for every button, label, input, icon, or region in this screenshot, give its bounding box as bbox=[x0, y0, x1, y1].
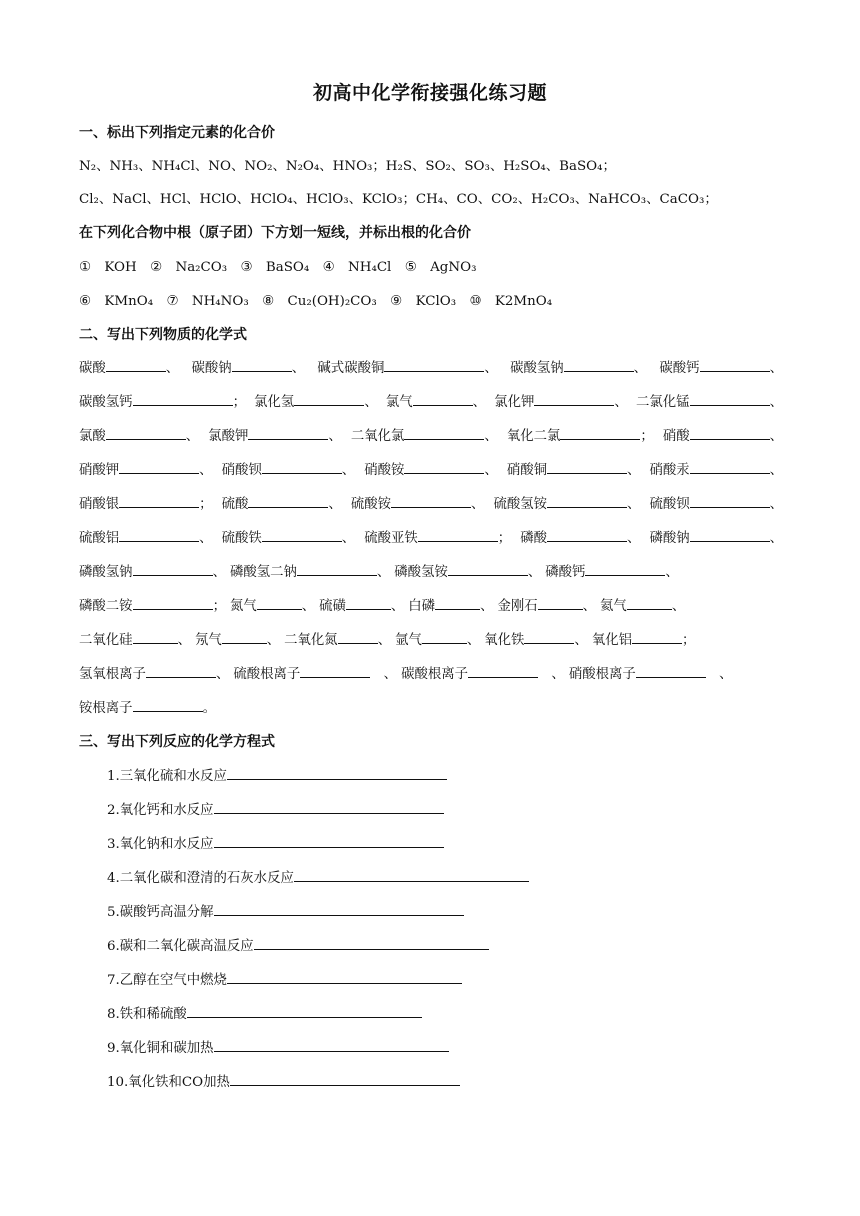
formula-item bbox=[659, 357, 783, 376]
separator: 、 bbox=[627, 497, 641, 512]
answer-blank[interactable] bbox=[547, 494, 627, 508]
separator: 、 bbox=[377, 633, 392, 648]
answer-blank[interactable] bbox=[404, 460, 484, 474]
answer-blank[interactable] bbox=[133, 392, 233, 406]
substance-name: 氯化钾 bbox=[494, 395, 535, 410]
formula-item bbox=[569, 667, 733, 682]
formula-item bbox=[497, 599, 596, 614]
formula-item bbox=[79, 425, 199, 444]
formula-item bbox=[79, 493, 213, 512]
formula-item bbox=[395, 633, 480, 648]
substance-name: 磷酸氢钠 bbox=[79, 565, 133, 580]
formula-item bbox=[230, 565, 390, 580]
separator: 、 bbox=[769, 463, 783, 478]
separator: 、 bbox=[627, 463, 641, 478]
section-2-heading: 二、写出下列物质的化学式 bbox=[79, 327, 247, 343]
answer-blank[interactable] bbox=[119, 460, 199, 474]
answer-blank[interactable] bbox=[248, 494, 328, 508]
formula-item bbox=[510, 357, 647, 376]
formula-item bbox=[484, 633, 588, 648]
substance-name: 硝酸铵 bbox=[364, 463, 405, 478]
formula-row bbox=[79, 391, 783, 410]
answer-blank[interactable] bbox=[547, 528, 627, 542]
formula-item bbox=[319, 599, 404, 614]
equation-item bbox=[107, 867, 529, 886]
radical-heading: 在下列化合物中根（原子团）下方划一短线，并标出根的化合价 bbox=[79, 225, 471, 241]
formula-item bbox=[233, 667, 397, 682]
answer-blank[interactable] bbox=[300, 664, 370, 678]
answer-blank[interactable] bbox=[262, 528, 342, 542]
equation-item bbox=[107, 1071, 460, 1090]
separator: 、 bbox=[582, 599, 597, 614]
equation-blank[interactable] bbox=[214, 834, 444, 848]
formula-item bbox=[284, 633, 391, 648]
separator: 、 bbox=[484, 361, 498, 376]
formula-item bbox=[79, 701, 216, 716]
substance-name: 氧化铁 bbox=[484, 633, 525, 648]
formula-item bbox=[507, 425, 654, 444]
separator: ； bbox=[199, 497, 213, 512]
formula-item bbox=[663, 425, 783, 444]
answer-blank[interactable] bbox=[627, 596, 672, 610]
reaction-label: 4.二氧化碳和澄清的石灰水反应 bbox=[107, 871, 294, 886]
answer-blank[interactable] bbox=[404, 426, 484, 440]
formula-row bbox=[79, 663, 733, 682]
answer-blank[interactable] bbox=[294, 392, 364, 406]
separator: 、 bbox=[266, 633, 281, 648]
answer-blank[interactable] bbox=[262, 460, 342, 474]
substance-name: 氯酸 bbox=[79, 429, 106, 444]
substance-name: 硫酸钡 bbox=[649, 497, 690, 512]
substance-name: 硫磺 bbox=[319, 599, 346, 614]
separator: 、 bbox=[471, 497, 485, 512]
substance-name: 金刚石 bbox=[497, 599, 538, 614]
page-title: 初高中化学衔接强化练习题 bbox=[312, 82, 547, 104]
answer-blank[interactable] bbox=[133, 562, 213, 576]
section-1-heading: 一、标出下列指定元素的化合价 bbox=[79, 125, 275, 141]
substance-name: 白磷 bbox=[408, 599, 436, 614]
answer-blank[interactable] bbox=[422, 630, 467, 644]
formula-item bbox=[408, 599, 493, 614]
reaction-label: 1.三氧化硫和水反应 bbox=[107, 769, 227, 784]
separator: 、 bbox=[341, 463, 356, 478]
formula-item bbox=[254, 391, 378, 410]
separator: 、 bbox=[480, 599, 494, 614]
substance-name: 氯气 bbox=[385, 395, 413, 410]
substance-name: 碳酸钠 bbox=[191, 361, 232, 376]
separator: 、 bbox=[538, 667, 565, 682]
answer-blank[interactable] bbox=[133, 630, 178, 644]
equation-blank[interactable] bbox=[214, 902, 464, 916]
answer-blank[interactable] bbox=[632, 630, 682, 644]
substance-name: 氢氧根离子 bbox=[79, 667, 146, 682]
formula-item bbox=[545, 565, 679, 580]
equation-item bbox=[107, 1037, 449, 1056]
answer-blank[interactable] bbox=[346, 596, 391, 610]
separator: 、 bbox=[376, 565, 391, 580]
separator: ； bbox=[212, 599, 226, 614]
substance-name: 二氧化氯 bbox=[350, 429, 405, 444]
substance-name: 磷酸氢铵 bbox=[394, 565, 448, 580]
separator: 、 bbox=[341, 531, 356, 546]
compound-row-1: ① KOH ② Na₂CO₃ ③ BaSO₄ ④ NH₄Cl ⑤ AgNO₃ bbox=[79, 260, 477, 275]
substance-name: 二氧化氮 bbox=[284, 633, 338, 648]
reaction-label: 3.氧化钠和水反应 bbox=[107, 837, 214, 852]
answer-blank[interactable] bbox=[636, 664, 706, 678]
answer-blank[interactable] bbox=[560, 426, 640, 440]
substance-name: 硝酸 bbox=[662, 429, 690, 444]
equation-blank[interactable] bbox=[294, 868, 529, 882]
reaction-label: 9.氧化铜和碳加热 bbox=[107, 1041, 214, 1056]
equation-item bbox=[107, 799, 444, 818]
separator: 、 bbox=[177, 633, 191, 648]
separator: 、 bbox=[328, 497, 342, 512]
formula-row bbox=[79, 493, 783, 512]
answer-blank[interactable] bbox=[435, 596, 480, 610]
separator: 、 bbox=[328, 429, 342, 444]
answer-blank[interactable] bbox=[585, 562, 665, 576]
compound-row-2: ⑥ KMnO₄ ⑦ NH₄NO₃ ⑧ Cu₂(OH)₂CO₃ ⑨ KClO₃ ⑩ K2MnO₄ bbox=[79, 294, 553, 309]
substance-name: 碱式碳酸铜 bbox=[317, 361, 385, 376]
formula-item bbox=[317, 357, 497, 376]
formula-item bbox=[192, 357, 306, 376]
substance-name: 硝酸汞 bbox=[649, 463, 690, 478]
formula-item bbox=[649, 493, 783, 512]
separator: 、 bbox=[199, 531, 213, 546]
formula-item bbox=[79, 667, 229, 682]
separator: 、 bbox=[633, 361, 648, 376]
formula-row bbox=[79, 561, 679, 580]
formula-item bbox=[79, 599, 226, 614]
answer-blank[interactable] bbox=[338, 630, 378, 644]
formula-row bbox=[79, 629, 695, 648]
separator: 、 bbox=[614, 395, 628, 410]
answer-blank[interactable] bbox=[222, 630, 267, 644]
formula-item bbox=[493, 493, 640, 512]
equation-blank[interactable] bbox=[214, 800, 444, 814]
substance-name: 硝酸钾 bbox=[79, 463, 120, 478]
formula-item bbox=[222, 459, 356, 478]
substance-name: 硫酸铝 bbox=[79, 531, 120, 546]
formula-item bbox=[79, 391, 246, 410]
separator: 、 bbox=[291, 361, 306, 376]
answer-blank[interactable] bbox=[418, 528, 498, 542]
formula-row bbox=[79, 459, 783, 478]
formula-item bbox=[230, 599, 315, 614]
substance-name: 硫酸根离子 bbox=[233, 667, 301, 682]
equation-blank[interactable] bbox=[187, 1004, 422, 1018]
separator: 、 bbox=[370, 667, 398, 682]
separator: 、 bbox=[705, 667, 733, 682]
substance-name: 硝酸根离子 bbox=[568, 667, 636, 682]
answer-blank[interactable] bbox=[690, 460, 770, 474]
formula-item bbox=[351, 425, 498, 444]
substance-name: 碳酸钙 bbox=[659, 361, 700, 376]
separator: ； bbox=[497, 531, 512, 546]
formula-item bbox=[79, 565, 226, 580]
substance-name: 二氯化锰 bbox=[636, 395, 690, 410]
separator: 、 bbox=[165, 361, 180, 376]
substance-name: 磷酸二铵 bbox=[79, 599, 133, 614]
formula-item bbox=[79, 527, 213, 546]
formula-item bbox=[195, 633, 280, 648]
equation-blank[interactable] bbox=[227, 766, 447, 780]
substance-name: 磷酸钙 bbox=[545, 565, 586, 580]
equation-item bbox=[107, 969, 462, 988]
reaction-label: 8.铁和稀硫酸 bbox=[107, 1007, 187, 1022]
formula-row bbox=[79, 527, 783, 546]
valence-line-2: Cl₂、NaCl、HCl、HClO、HClO₄、HClO₃、KClO₃；CH₄、CO、CO₂、H₂CO₃、NaHCO₃、CaCO₃； bbox=[79, 192, 718, 207]
formula-item bbox=[222, 493, 342, 512]
equation-item bbox=[107, 833, 444, 852]
answer-blank[interactable] bbox=[248, 426, 328, 440]
separator: 、 bbox=[574, 633, 588, 648]
separator: 、 bbox=[212, 565, 226, 580]
section-3-heading: 三、写出下列反应的化学方程式 bbox=[79, 734, 275, 750]
equation-blank[interactable] bbox=[227, 970, 462, 984]
separator: 、 bbox=[199, 463, 213, 478]
reaction-label: 5.碳酸钙高温分解 bbox=[107, 905, 214, 920]
substance-name: 氯酸钾 bbox=[208, 429, 249, 444]
reaction-label: 2.氧化钙和水反应 bbox=[107, 803, 214, 818]
substance-name: 硝酸钡 bbox=[221, 463, 262, 478]
substance-name: 碳酸氢钙 bbox=[79, 395, 133, 410]
formula-row bbox=[79, 425, 783, 444]
substance-name: 碳酸 bbox=[79, 361, 106, 376]
formula-item bbox=[507, 459, 641, 478]
substance-name: 碳酸根离子 bbox=[401, 667, 469, 682]
separator: 、 bbox=[466, 633, 481, 648]
substance-name: 氯化氢 bbox=[254, 395, 295, 410]
answer-blank[interactable] bbox=[534, 392, 614, 406]
substance-name: 硫酸 bbox=[221, 497, 249, 512]
answer-blank[interactable] bbox=[384, 358, 484, 372]
formula-row bbox=[79, 595, 685, 614]
formula-item bbox=[494, 391, 628, 410]
formula-item bbox=[364, 459, 498, 478]
answer-blank[interactable] bbox=[133, 698, 203, 712]
formula-item bbox=[351, 493, 485, 512]
separator: 、 bbox=[627, 531, 641, 546]
formula-item bbox=[79, 633, 191, 648]
separator: ； bbox=[681, 633, 696, 648]
answer-blank[interactable] bbox=[133, 596, 213, 610]
substance-name: 硫酸亚铁 bbox=[364, 531, 418, 546]
answer-blank[interactable] bbox=[257, 596, 302, 610]
substance-name: 二氧化硅 bbox=[79, 633, 133, 648]
separator: 、 bbox=[215, 667, 230, 682]
separator: 。 bbox=[202, 701, 216, 716]
answer-blank[interactable] bbox=[297, 562, 377, 576]
answer-blank[interactable] bbox=[106, 426, 186, 440]
answer-blank[interactable] bbox=[700, 358, 770, 372]
separator: 、 bbox=[484, 429, 498, 444]
substance-name: 氦气 bbox=[600, 599, 627, 614]
answer-blank[interactable] bbox=[448, 562, 528, 576]
separator: 、 bbox=[185, 429, 200, 444]
substance-name: 磷酸 bbox=[520, 531, 547, 546]
answer-blank[interactable] bbox=[547, 460, 627, 474]
answer-blank[interactable] bbox=[413, 392, 473, 406]
substance-name: 硝酸铜 bbox=[506, 463, 547, 478]
formula-item bbox=[222, 527, 356, 546]
separator: 、 bbox=[390, 599, 405, 614]
formula-item bbox=[592, 633, 696, 648]
equation-item bbox=[107, 1003, 422, 1022]
equation-item bbox=[107, 901, 464, 920]
answer-blank[interactable] bbox=[119, 494, 199, 508]
answer-blank[interactable] bbox=[690, 426, 770, 440]
separator: 、 bbox=[769, 497, 783, 512]
equation-blank[interactable] bbox=[254, 936, 489, 950]
formula-item bbox=[649, 527, 783, 546]
separator: 、 bbox=[671, 599, 686, 614]
answer-blank[interactable] bbox=[538, 596, 583, 610]
equation-item bbox=[107, 935, 489, 954]
answer-blank[interactable] bbox=[106, 358, 166, 372]
formula-item bbox=[394, 565, 541, 580]
formula-item bbox=[364, 527, 511, 546]
substance-name: 氩气 bbox=[395, 633, 422, 648]
answer-blank[interactable] bbox=[391, 494, 471, 508]
separator: 、 bbox=[769, 395, 783, 410]
formula-row bbox=[79, 357, 783, 376]
equation-blank[interactable] bbox=[230, 1072, 460, 1086]
formula-item bbox=[386, 391, 486, 410]
answer-blank[interactable] bbox=[468, 664, 538, 678]
substance-name: 氧化二氯 bbox=[506, 429, 561, 444]
formula-item bbox=[79, 459, 213, 478]
substance-name: 碳酸氢钠 bbox=[510, 361, 564, 376]
valence-line-1: N₂、NH₃、NH₄Cl、NO、NO₂、N₂O₄、HNO₃；H₂S、SO₂、SO₃、H₂SO₄、BaSO₄； bbox=[79, 159, 616, 174]
separator: 、 bbox=[364, 395, 378, 410]
separator: 、 bbox=[484, 463, 498, 478]
separator: ； bbox=[232, 395, 246, 410]
separator: ； bbox=[640, 429, 654, 444]
substance-name: 氖气 bbox=[194, 633, 222, 648]
separator: 、 bbox=[301, 599, 316, 614]
answer-blank[interactable] bbox=[119, 528, 199, 542]
separator: 、 bbox=[769, 361, 783, 376]
answer-blank[interactable] bbox=[564, 358, 634, 372]
answer-blank[interactable] bbox=[524, 630, 574, 644]
substance-name: 硫酸铁 bbox=[221, 531, 262, 546]
equation-blank[interactable] bbox=[214, 1038, 449, 1052]
formula-item bbox=[401, 667, 565, 682]
reaction-label: 7.乙醇在空气中燃烧 bbox=[107, 973, 227, 988]
formula-item bbox=[79, 357, 179, 376]
substance-name: 硝酸银 bbox=[79, 497, 120, 512]
answer-blank[interactable] bbox=[690, 494, 770, 508]
separator: 、 bbox=[769, 531, 783, 546]
formula-item bbox=[520, 527, 640, 546]
equation-item bbox=[107, 765, 447, 784]
formula-row bbox=[79, 697, 216, 716]
substance-name: 氧化铝 bbox=[591, 633, 632, 648]
substance-name: 硫酸铵 bbox=[350, 497, 391, 512]
reaction-label: 6.碳和二氧化碳高温反应 bbox=[107, 939, 254, 954]
separator: 、 bbox=[472, 395, 487, 410]
answer-blank[interactable] bbox=[232, 358, 292, 372]
substance-name: 磷酸氢二钠 bbox=[229, 565, 297, 580]
answer-blank[interactable] bbox=[690, 528, 770, 542]
formula-item bbox=[208, 425, 342, 444]
separator: 、 bbox=[769, 429, 783, 444]
formula-item bbox=[600, 599, 685, 614]
substance-name: 磷酸钠 bbox=[649, 531, 690, 546]
formula-item bbox=[649, 459, 783, 478]
substance-name: 硫酸氢铵 bbox=[493, 497, 547, 512]
reaction-label: 10.氧化铁和CO加热 bbox=[107, 1075, 230, 1090]
separator: 、 bbox=[527, 565, 542, 580]
separator: 、 bbox=[665, 565, 679, 580]
answer-blank[interactable] bbox=[690, 392, 770, 406]
substance-name: 铵根离子 bbox=[79, 701, 133, 716]
formula-item bbox=[636, 391, 783, 410]
answer-blank[interactable] bbox=[146, 664, 216, 678]
substance-name: 氮气 bbox=[229, 599, 257, 614]
